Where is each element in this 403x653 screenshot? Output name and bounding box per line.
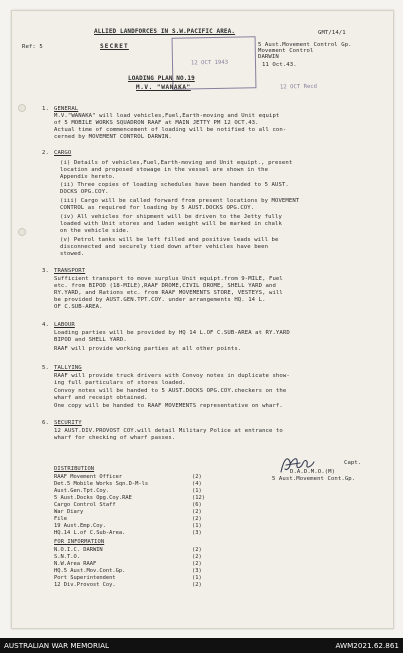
- stamp-date: 12 OCT 1943: [190, 59, 229, 67]
- section-5-line: wharf and receipt obtained.: [54, 395, 148, 401]
- section-5-number: 5.: [42, 365, 49, 371]
- section-5-heading: TALLYING: [54, 365, 82, 371]
- section-2-number: 2.: [42, 150, 49, 156]
- unit-line-3: DARWIN: [258, 54, 279, 60]
- unit-line-1: 5 Aust.Movement Control Gp.: [258, 42, 352, 48]
- section-1-line: cerned by MOVEMENT CONTROL DARWIN.: [54, 134, 172, 140]
- section-2-line: (iv) All vehicles for shipment will be driven to the Jetty fully: [60, 214, 282, 220]
- section-4-line: Loading parties will be provided by HQ 14 L.OF C.SUB-AREA at RY.YARD: [54, 330, 290, 336]
- section-4-heading: LABOUR: [54, 322, 75, 328]
- section-2-line: loaded with Unit stores and laden weight will be marked in chalk: [60, 221, 282, 227]
- information-item: 12 Div.Provost Coy. (2): [54, 582, 202, 588]
- section-2-line: disconnected and securely tied down after vehicles have been: [60, 244, 269, 250]
- classification: SECRET: [100, 43, 129, 50]
- section-5-line: Convoy notes will be handed to 5 AUST.DOCKS OPG.COY.checkers on the: [54, 388, 287, 394]
- section-6-line: 12 AUST.DIV.PROVOST COY.will detail Military Police at entrance to: [54, 428, 283, 434]
- information-item: N.W.Area RAAF (2): [54, 561, 202, 567]
- punch-hole: [18, 104, 26, 112]
- section-1-number: 1.: [42, 106, 49, 112]
- section-4-number: 4.: [42, 322, 49, 328]
- section-5-line: RAAF will provide truck drivers with Convoy notes in duplicate show-: [54, 373, 290, 379]
- section-1-line: Actual time of commencement of loading will be notified to all con-: [54, 127, 287, 133]
- distribution-item: Cargo Control Staff (6): [54, 502, 202, 508]
- document-title: ALLIED LANDFORCES IN S.W.PACIFIC AREA.: [94, 28, 236, 35]
- section-1-line: of 5 MOBILE WORKS SQUADRON RAAF at MAIN JETTY PM 12 OCT.43.: [54, 120, 259, 126]
- information-item: S.N.T.O. (2): [54, 554, 202, 560]
- punch-hole: [18, 228, 26, 236]
- section-3-line: Sufficient transport to move surplus Unit equipt.from 9-MILE, Fuel: [54, 276, 283, 282]
- distribution-item: Aust.Gen.Tpt.Coy. (1): [54, 488, 202, 494]
- distribution-item: Det.5 Mobile Works Sqn.D-M-ls (4): [54, 481, 202, 487]
- section-2-line: (iii) Cargo will be called forward from present locations by MOVEMENT: [60, 198, 300, 204]
- plan-title: LOADING PLAN NO.19: [128, 75, 195, 82]
- section-2-line: CONTROL as required for loading by 5 AUST.DOCKS OPG.COY.: [60, 205, 255, 211]
- section-3-line: OF C.SUB-AREA.: [54, 304, 103, 310]
- section-2-line: stowed.: [60, 251, 85, 257]
- section-6-number: 6.: [42, 420, 49, 426]
- signature-rank: Capt.: [344, 460, 362, 466]
- section-5-line: ing full particulars of stores loaded.: [54, 380, 186, 386]
- section-3-heading: TRANSPORT: [54, 268, 86, 274]
- section-2-line: on the vehicle side.: [60, 228, 130, 234]
- section-2-line: DOCKS OPG.COY.: [60, 189, 109, 195]
- distribution-item: 19 Aust.Emp.Coy. (1): [54, 523, 202, 529]
- archive-reference: AWM2021.62.861: [335, 641, 399, 650]
- section-2-line: (ii) Three copies of loading schedules have been handed to 5 AUST.: [60, 182, 289, 188]
- section-2-heading: CARGO: [54, 150, 72, 156]
- section-6-heading: SECURITY: [54, 420, 82, 426]
- distribution-item: War Diary (2): [54, 509, 202, 515]
- section-2-line: Appendix hereto.: [60, 174, 116, 180]
- recd-stamp: [272, 79, 342, 96]
- section-5-line: One copy will be handed to RAAF MOVEMENTS representative on wharf.: [54, 403, 283, 409]
- archive-name: AUSTRALIAN WAR MEMORIAL: [4, 641, 109, 650]
- section-2-line: (v) Petrol tanks will be left filled and positive leads will be: [60, 237, 279, 243]
- distribution-item: RAAF Movement Officer (2): [54, 474, 202, 480]
- archive-footer: [0, 638, 403, 653]
- section-6-line: wharf for checking of wharf passes.: [54, 435, 176, 441]
- section-3-number: 3.: [42, 268, 49, 274]
- section-2-line: (i) Details of vehicles,Fuel,Earth-moving and Unit equipt., present: [60, 160, 293, 166]
- signature-unit: 5 Aust.Movement Cont.Gp.: [272, 476, 356, 482]
- information-heading: FOR INFORMATION: [54, 539, 105, 545]
- information-item: HQ.5 Aust.Mov.Cont.Gp. (3): [54, 568, 202, 574]
- information-item: N.O.I.C. DARWIN (2): [54, 547, 202, 553]
- section-3-line: etc. from BIPOD (18-MILE),RAAF DROME,CIVIL DROME, SHELL YARD and: [54, 283, 276, 289]
- unit-line-2: Movement Control: [258, 48, 314, 54]
- distribution-item: File (2): [54, 516, 202, 522]
- section-1-line: M.V."WANAKA" will load vehicles,Fuel,Earth-moving and Unit equipt: [54, 113, 280, 119]
- section-4-line: RAAF will provide working parties at all other points.: [54, 346, 242, 352]
- section-1-heading: GENERAL: [54, 106, 79, 112]
- section-3-line: be provided by AUST.GEN.TPT.COY. under arrangements HQ. 14 L.: [54, 297, 266, 303]
- information-item: Port Superintendent (1): [54, 575, 202, 581]
- distribution-item: HQ.14 L.of C.Sub-Area. (3): [54, 530, 202, 536]
- reference-left: Ref: 5: [22, 44, 43, 50]
- vessel-name: M.V. "WANAKA": [136, 84, 191, 91]
- distribution-heading: DISTRIBUTION: [54, 466, 95, 472]
- section-4-line: BIPOD and SHELL YARD.: [54, 337, 127, 343]
- section-2-line: location and proposed stowage in the vessel are shown in the: [60, 167, 269, 173]
- distribution-item: 5 Aust.Docks Opg.Coy.RAE (12): [54, 495, 205, 501]
- stamp-recd: 12 OCT Recd: [279, 83, 318, 91]
- section-3-line: RY.YARD, and Rations etc. from RAAF MOVEMENTS STORE, VESTEYS, will: [54, 290, 283, 296]
- reference-right: GMT/14/1: [318, 30, 346, 36]
- signature-appointment: D.A.D.M.O.(M): [290, 469, 336, 475]
- document-date: 11 Oct.43.: [262, 62, 297, 68]
